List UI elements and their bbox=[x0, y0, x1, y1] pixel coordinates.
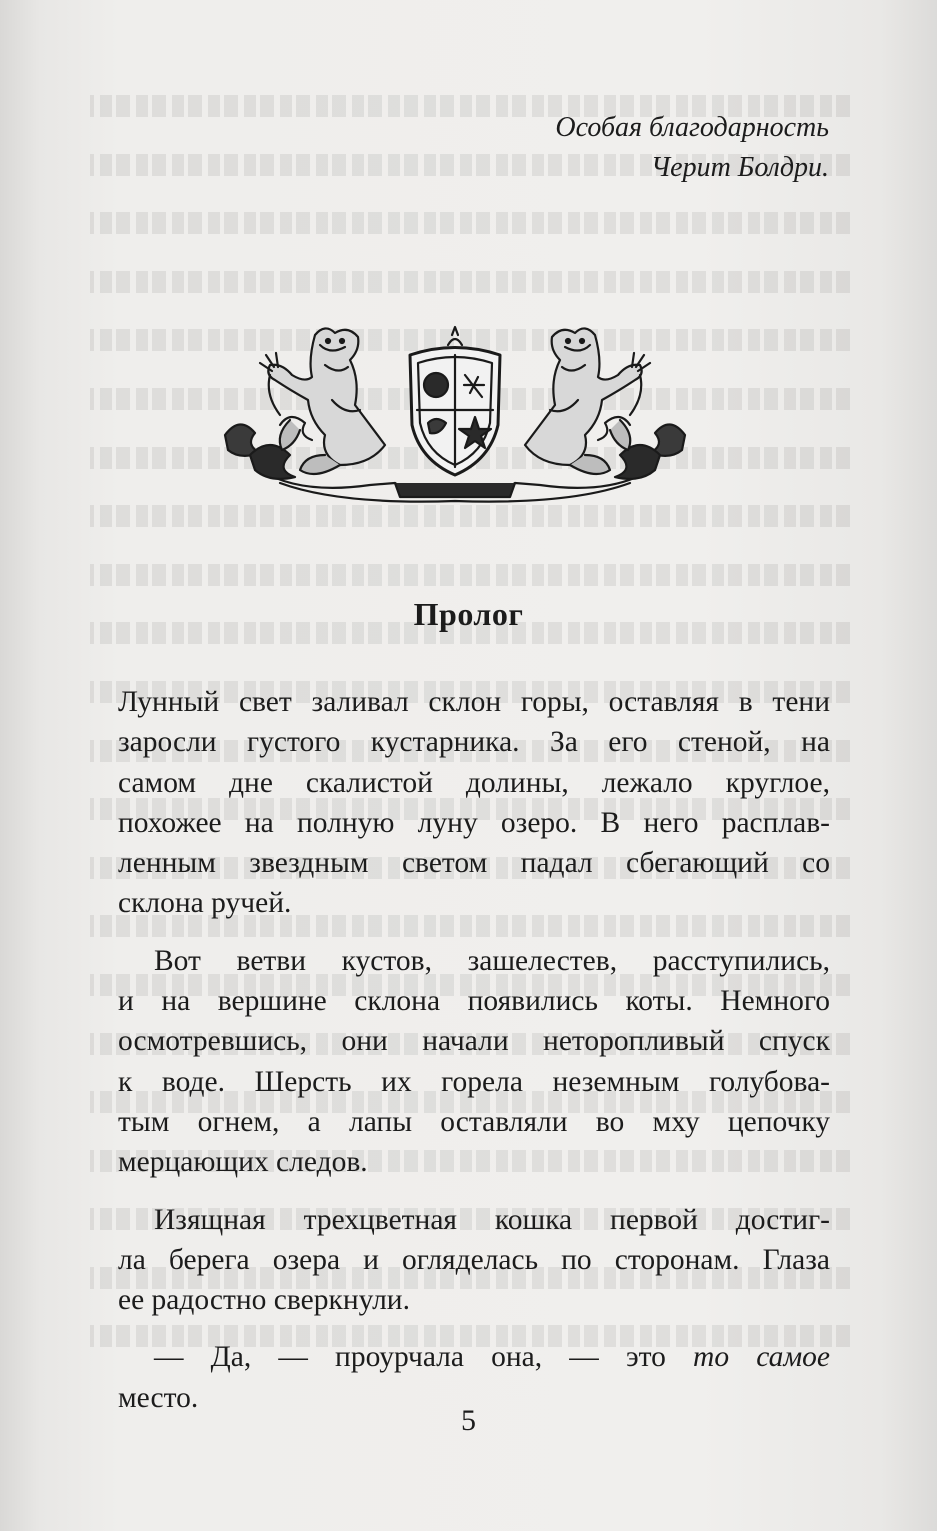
text-line: самом дне скалистой долины, лежало круглое, bbox=[118, 766, 830, 799]
text-line: к воде. Шерсть их горела неземным голубова- bbox=[118, 1065, 830, 1098]
text-line: мерцающих следов. bbox=[118, 1146, 368, 1179]
page-number: 5 bbox=[461, 1404, 476, 1437]
dialogue-italic: то самое bbox=[693, 1341, 830, 1374]
dedication-line-1: Особая благодарность bbox=[555, 112, 829, 143]
dialogue-lead: — Да, — проурчала она, — это bbox=[154, 1341, 666, 1374]
text-line: ленным звездным светом падал сбегающий со bbox=[118, 847, 830, 880]
text-line: ла берега озера и огляделась по сторонам. Глаза bbox=[118, 1243, 830, 1276]
text-line: осмотревшись, они начали неторопливый спуск bbox=[118, 1025, 830, 1058]
dedication bbox=[309, 108, 829, 188]
text-line: и на вершине склона появились коты. Немного bbox=[118, 985, 830, 1018]
paragraph-3 bbox=[118, 1200, 830, 1321]
text-line: тым огнем, а лапы оставляли во мху цепочку bbox=[118, 1105, 830, 1138]
paragraph-2 bbox=[118, 941, 830, 1183]
text-line: склона ручей. bbox=[118, 887, 292, 920]
text-line-content: Вот ветви кустов, зашелестев, расступились, bbox=[154, 944, 830, 977]
chapter-text bbox=[118, 682, 830, 1435]
text-line: Лунный свет заливал склон горы, оставляя в тени bbox=[118, 686, 830, 718]
text-line: Изящная трехцветная кошка первой достиг- bbox=[154, 1203, 830, 1236]
dedication-line-2: Черит Болдри. bbox=[650, 152, 829, 183]
text-line: похожее на полную луну озеро. В него расплав- bbox=[118, 806, 830, 839]
text-line: ее радостно сверкнули. bbox=[118, 1284, 410, 1317]
cats-crest-emblem bbox=[220, 305, 690, 510]
text-line bbox=[118, 941, 830, 981]
paragraph-1 bbox=[118, 682, 830, 924]
dialogue-line bbox=[118, 1337, 830, 1377]
text-line: заросли густого кустарника. За его стеной, на bbox=[118, 726, 830, 759]
chapter-heading: Пролог bbox=[413, 596, 524, 632]
dialogue-tail: место. bbox=[118, 1381, 199, 1414]
